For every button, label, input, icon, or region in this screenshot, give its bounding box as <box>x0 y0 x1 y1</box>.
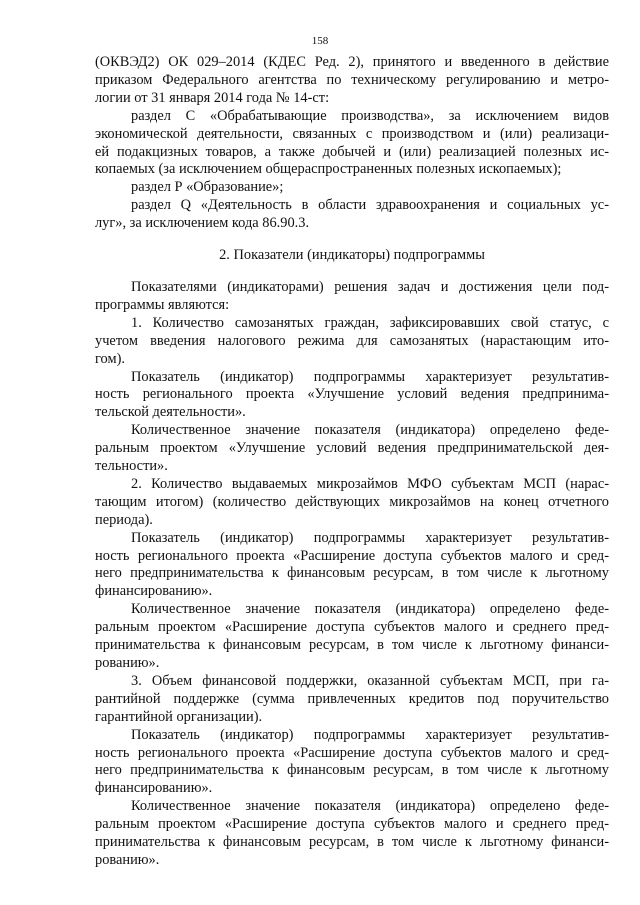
text-line: ей подакцизных товаров, а также добычей и (или) реализацией полезных ис- <box>95 143 609 160</box>
text-line: рованию». <box>95 851 160 868</box>
paragraph-indicator-1 <box>95 315 609 369</box>
text-line: 3. Объем финансовой поддержки, оказанной субъектам МСП, при га- <box>131 672 609 689</box>
text-line: него предпринимательства к финансовым ресурсам, в том числе к льготному <box>95 762 609 779</box>
text-line: него предпринимательства к финансовым ресурсам, в том числе к льготному <box>95 565 609 582</box>
text-line: раздел Q «Деятельность в области здравоохранения и социальных ус- <box>131 197 609 214</box>
paragraph-okved-intro <box>95 54 609 108</box>
text-line: луг», за исключением кода 86.90.3. <box>95 215 310 232</box>
document-body <box>95 54 609 870</box>
paragraph-indicator-2 <box>95 476 609 530</box>
text-line: ность регионального проекта «Расширение доступа субъектов малого и сред- <box>95 547 609 564</box>
paragraph-indicators-intro <box>95 279 609 315</box>
text-line: Показатель (индикатор) подпрограммы характеризует результатив- <box>131 529 609 546</box>
paragraph-section-p <box>95 179 609 197</box>
text-line: рованию». <box>95 655 160 671</box>
text-line: Показателями (индикаторами) решения задач и достижения цели под- <box>131 278 609 295</box>
text-line: периода). <box>95 511 153 528</box>
text-line: учетом введения налогового режима для самозанятых (нарастающим ито- <box>95 332 609 349</box>
text-line: ральным проектом «Расширение доступа субъектов малого и среднего пред- <box>95 619 609 636</box>
text-line: Количественное значение показателя (индикатора) определено феде- <box>131 798 609 815</box>
text-line: тельности». <box>95 458 168 475</box>
paragraph-indicator-2-characteristic <box>95 530 609 602</box>
text-line: рантийной поддержке (сумма привлеченных кредитов под поручительство <box>95 690 609 707</box>
text-line: тающим итогом) (количество действующих микрозаймов на конец отчетного <box>95 493 609 510</box>
text-line: финансированию». <box>95 583 213 600</box>
paragraph-indicator-3-characteristic <box>95 727 609 799</box>
section-heading: 2. Показатели (индикаторы) подпрограммы <box>219 247 485 264</box>
text-line: ральным проектом «Улучшение условий ведения предпринимательской дея- <box>95 440 609 457</box>
text-line: логии от 31 января 2014 года № 14-ст: <box>95 89 330 106</box>
text-line: Показатель (индикатор) подпрограммы характеризует результатив- <box>131 726 609 743</box>
text-line: Показатель (индикатор) подпрограммы характеризует результатив- <box>131 368 609 385</box>
text-line: Количественное значение показателя (индикатора) определено феде- <box>131 422 609 439</box>
text-line: раздел С «Обрабатывающие производства», за исключением видов <box>131 107 609 124</box>
text-line: гарантийной организации). <box>95 708 263 725</box>
paragraph-indicator-3 <box>95 673 609 727</box>
text-line: экономической деятельности, связанных с производством и (или) реализаци- <box>95 125 609 142</box>
paragraph-indicator-1-value <box>95 422 609 476</box>
text-line: ность регионального проекта «Расширение доступа субъектов малого и сред- <box>95 744 609 761</box>
text-line: копаемых (за исключением общераспространенных полезных ископаемых); <box>95 161 562 178</box>
text-line: 2. Количество выдаваемых микрозаймов МФО субъектам МСП (нарас- <box>131 475 609 492</box>
text-line: принимательства к финансовым ресурсам, в том числе к льготному финанси- <box>95 834 609 851</box>
text-line: принимательства к финансовым ресурсам, в том числе к льготному финанси- <box>95 637 609 654</box>
paragraph-section-c <box>95 108 609 180</box>
text-line: тельской деятельности». <box>95 404 246 421</box>
text-line: гом). <box>95 350 125 367</box>
text-line: (ОКВЭД2) ОК 029–2014 (КДЕС Ред. 2), принятого и введенного в действие <box>95 54 609 70</box>
paragraph-section-q <box>95 197 609 233</box>
text-line: раздел Р «Образование»; <box>131 179 284 196</box>
text-line: 1. Количество самозанятых граждан, зафиксировавших свой статус, с <box>131 314 609 331</box>
text-line: программы являются: <box>95 296 230 313</box>
text-line: финансированию». <box>95 780 213 797</box>
paragraph-indicator-1-characteristic <box>95 369 609 423</box>
text-line: ность регионального проекта «Улучшение условий ведения предпринима- <box>95 386 609 403</box>
text-line: ральным проектом «Расширение доступа субъектов малого и среднего пред- <box>95 816 609 833</box>
text-line: Количественное значение показателя (индикатора) определено феде- <box>131 601 609 618</box>
page-number: 158 <box>311 35 329 47</box>
text-line: приказом Федерального агентства по техническому регулированию и метро- <box>95 71 609 88</box>
paragraph-indicator-3-value <box>95 798 609 870</box>
paragraph-indicator-2-value <box>95 601 609 673</box>
